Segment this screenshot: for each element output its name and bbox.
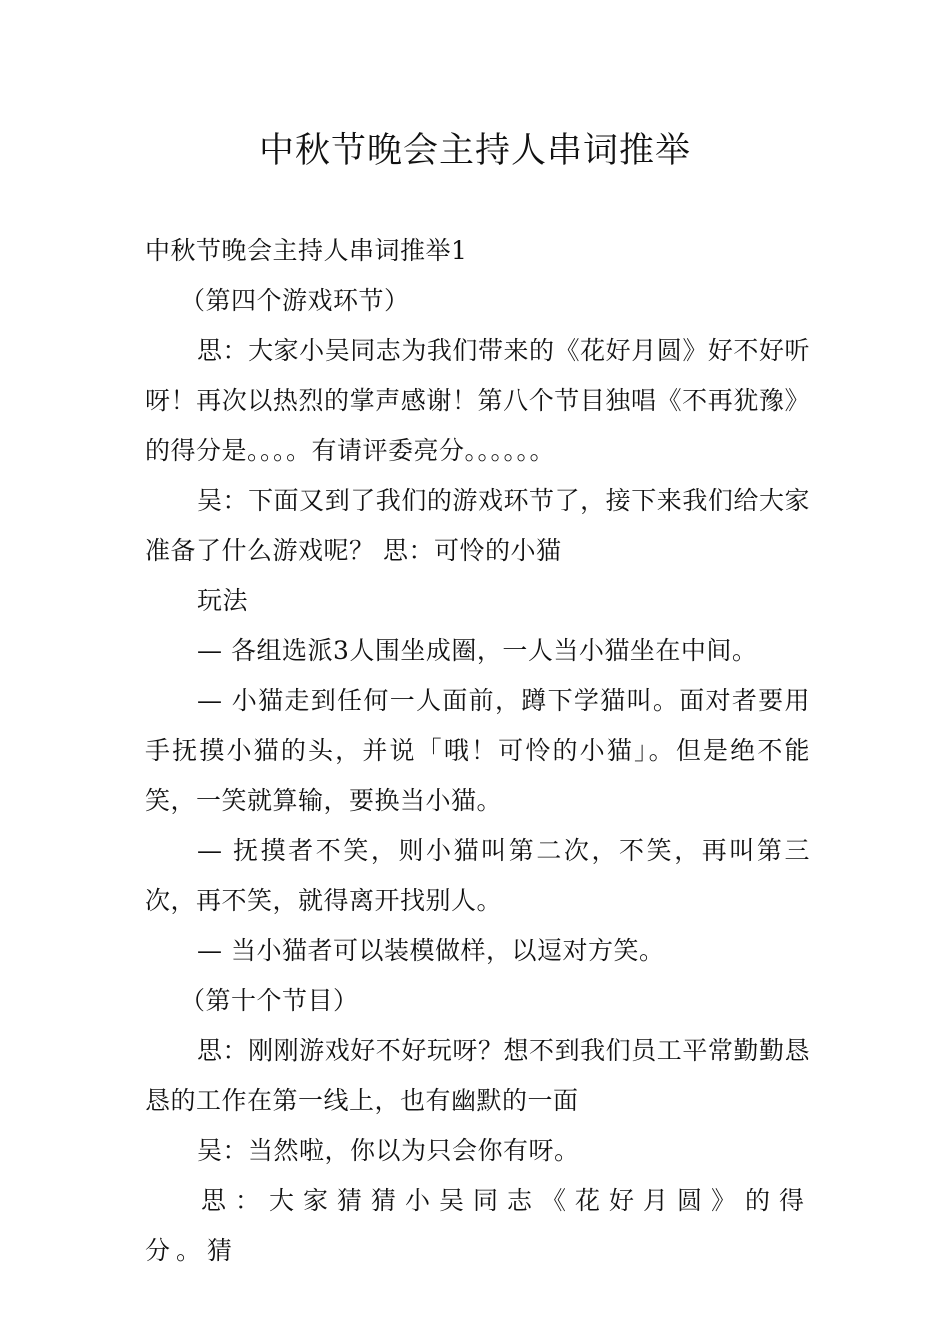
paragraph: 思：刚刚游戏好不好玩呀？想不到我们员工平常勤勤恳恳的工作在第一线上，也有幽默的一面 [145,1036,810,1115]
document-title: 中秋节晚会主持人串词推举 [258,131,691,171]
paragraph: — 各组选派3人围坐成圈，一人当小猫坐在中间。 [197,636,758,665]
paragraph: 玩法 [197,586,249,615]
document-body [145,226,810,1276]
paragraph-heading: 中秋节晚会主持人串词推举1 [145,236,468,265]
paragraph: — 小猫走到任何一人面前，蹲下学猫叫。面对者要用手抚摸小猫的头，并说「哦！可怜的小猫」。但是绝不能笑，一笑就算输，要换当小猫。 [145,686,810,815]
paragraph: 吴：当然啦，你以为只会你有呀。 [197,1136,580,1165]
paragraph-section-note: （第四个游戏环节） [180,286,410,315]
paragraph: — 当小猫者可以装模做样，以逗对方笑。 [197,936,665,965]
paragraph: — 抚摸者不笑，则小猫叫第二次，不笑，再叫第三次，再不笑，就得离开找别人。 [145,836,810,915]
paragraph: 思：大家猜猜小吴同志《花好月圆》的得分。猜 [145,1186,810,1265]
paragraph: 思：大家小吴同志为我们带来的《花好月圆》好不好听呀！再次以热烈的掌声感谢！第八个节目独唱《不再犹豫》的得分是。。。。有请评委亮分。。。。。。 [145,336,810,465]
paragraph-section-note: （第十个节目） [180,986,359,1015]
paragraph: 吴：下面又到了我们的游戏环节了，接下来我们给大家准备了什么游戏呢？ 思：可怜的小猫 [145,486,810,565]
